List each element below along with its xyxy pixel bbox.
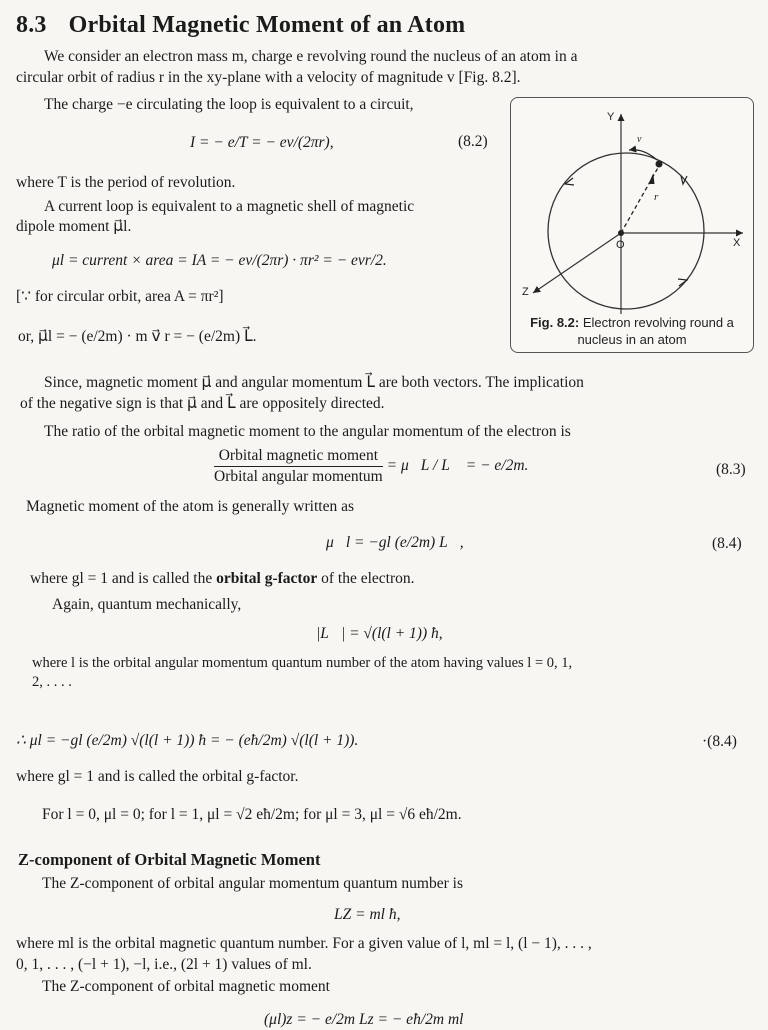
figure-caption-line-1: Electron revolving round a	[582, 315, 734, 330]
intro-line-2: circular orbit of radius r in the xy-plane with a velocity of magnitude v [Fig. 8.2].	[16, 69, 521, 86]
where-gl-text: where gl = 1 and is called the orbital g-factor.	[16, 768, 299, 785]
therefore-equation: ∴ μl = −gl (e/2m) √(l(l + 1)) ħ = − (eħ/2m) √(l(l + 1)).	[16, 732, 359, 749]
equation-number-8-4: (8.4)	[712, 535, 742, 552]
z-component-line-3: 0, 1, . . . , (−l + 1), −l, i.e., (2l + 1) values of ml.	[16, 956, 312, 973]
electron-dot	[656, 161, 663, 168]
orbit-diagram	[511, 98, 753, 314]
L-magnitude-equation: |L⃗| = √(l(l + 1)) ħ,	[316, 625, 443, 642]
z-component-line-2: where ml is the orbital magnetic quantum number. For a given value of l, ml = l, (l − 1), . . . ,	[16, 935, 592, 952]
intro-line-1: We consider an electron mass m, charge e revolving round the nucleus of an atom in a	[44, 48, 578, 65]
again-text: Again, quantum mechanically,	[52, 596, 242, 613]
equation-8-3	[214, 446, 528, 487]
figure-8-2	[510, 97, 754, 353]
equation-number-8-2: (8.2)	[458, 133, 488, 150]
z-axis	[533, 233, 621, 293]
since-line-3: The ratio of the orbital magnetic moment to the angular momentum of the electron is	[44, 423, 571, 440]
orbit-arrow-icon	[681, 176, 687, 184]
where-l-line-2: 2, . . . .	[32, 674, 72, 690]
ratio-numerator: Orbital magnetic moment	[214, 446, 383, 467]
equation-number-8-3: (8.3)	[716, 461, 746, 478]
radius-label: r	[654, 191, 659, 203]
section-title: Orbital Magnetic Moment of an Atom	[68, 12, 466, 38]
y-axis-label: Y	[607, 111, 615, 123]
velocity-label: v	[637, 134, 642, 145]
origin-label: O	[616, 239, 625, 251]
section-number: 8.3	[16, 12, 47, 38]
figure-caption	[511, 314, 753, 348]
origin-dot	[618, 230, 624, 236]
g-factor-text	[30, 569, 415, 589]
x-axis-label: X	[733, 237, 741, 249]
Lz-equation: LZ = ml ħ,	[334, 906, 401, 923]
z-component-heading: Z-component of Orbital Magnetic Moment	[18, 850, 321, 869]
cut-off-equation: (μl)z = − e/2m Lz = − eħ/2m ml	[264, 1011, 464, 1028]
g-factor-pre: where gl = 1 and is called the	[30, 570, 213, 587]
z-component-line-4: The Z-component of orbital magnetic moment	[42, 978, 330, 995]
g-factor-post: of the electron.	[321, 570, 415, 587]
for-l-text: For l = 0, μl = 0; for l = 1, μl = √2 eħ/2m; for μl = 3, μl = √6 eħ/2m.	[42, 806, 462, 823]
g-factor-bold: orbital g-factor	[216, 570, 318, 587]
loop-text-line-2: dipole moment μ⃗l.	[16, 218, 132, 235]
ratio-fraction	[214, 446, 383, 487]
figure-caption-label: Fig. 8.2:	[530, 315, 580, 330]
intro-line-3: The charge −e circulating the loop is equivalent to a circuit,	[44, 96, 414, 113]
z-axis-label: Z	[522, 286, 529, 298]
since-line-1: Since, magnetic moment μ⃗ and angular momentum L⃗ are both vectors. The implication	[44, 374, 584, 391]
loop-text-line-1: A current loop is equivalent to a magnetic shell of magnetic	[44, 198, 415, 215]
ratio-rhs: = μ⃗L / L⃗ = − e/2m.	[386, 457, 529, 475]
section-heading	[16, 12, 465, 39]
or-equation: or, μ⃗l = − (e/2m) · m v⃗ r = − (e/2m) L⃗.	[18, 328, 257, 345]
mu-equation: μl = current × area = IA = − ev/(2πr) · πr² = − evr/2.	[52, 252, 387, 269]
equation-number-8-4-repeat: ·(8.4)	[702, 733, 737, 750]
generally-text: Magnetic moment of the atom is generally written as	[26, 498, 354, 515]
since-line-2: of the negative sign is that μ⃗ and L⃗ are oppositely directed.	[20, 395, 385, 412]
where-l-line-1: where l is the orbital angular momentum quantum number of the atom having values l = 0, 1,	[32, 655, 573, 671]
period-text: where T is the period of revolution.	[16, 174, 236, 191]
radius-arrow-icon	[649, 175, 654, 184]
figure-caption-line-2: nucleus in an atom	[577, 332, 687, 347]
equation-8-4: μ⃗l = −gl (e/2m) L⃗,	[326, 534, 464, 551]
z-component-line-1: The Z-component of orbital angular momentum quantum number is	[42, 875, 463, 892]
ratio-denominator: Orbital angular momentum	[214, 468, 383, 485]
equation-8-2: I = − e/T = − ev/(2πr),	[190, 134, 334, 151]
circular-orbit-note: [∵ for circular orbit, area A = πr²]	[16, 288, 224, 305]
